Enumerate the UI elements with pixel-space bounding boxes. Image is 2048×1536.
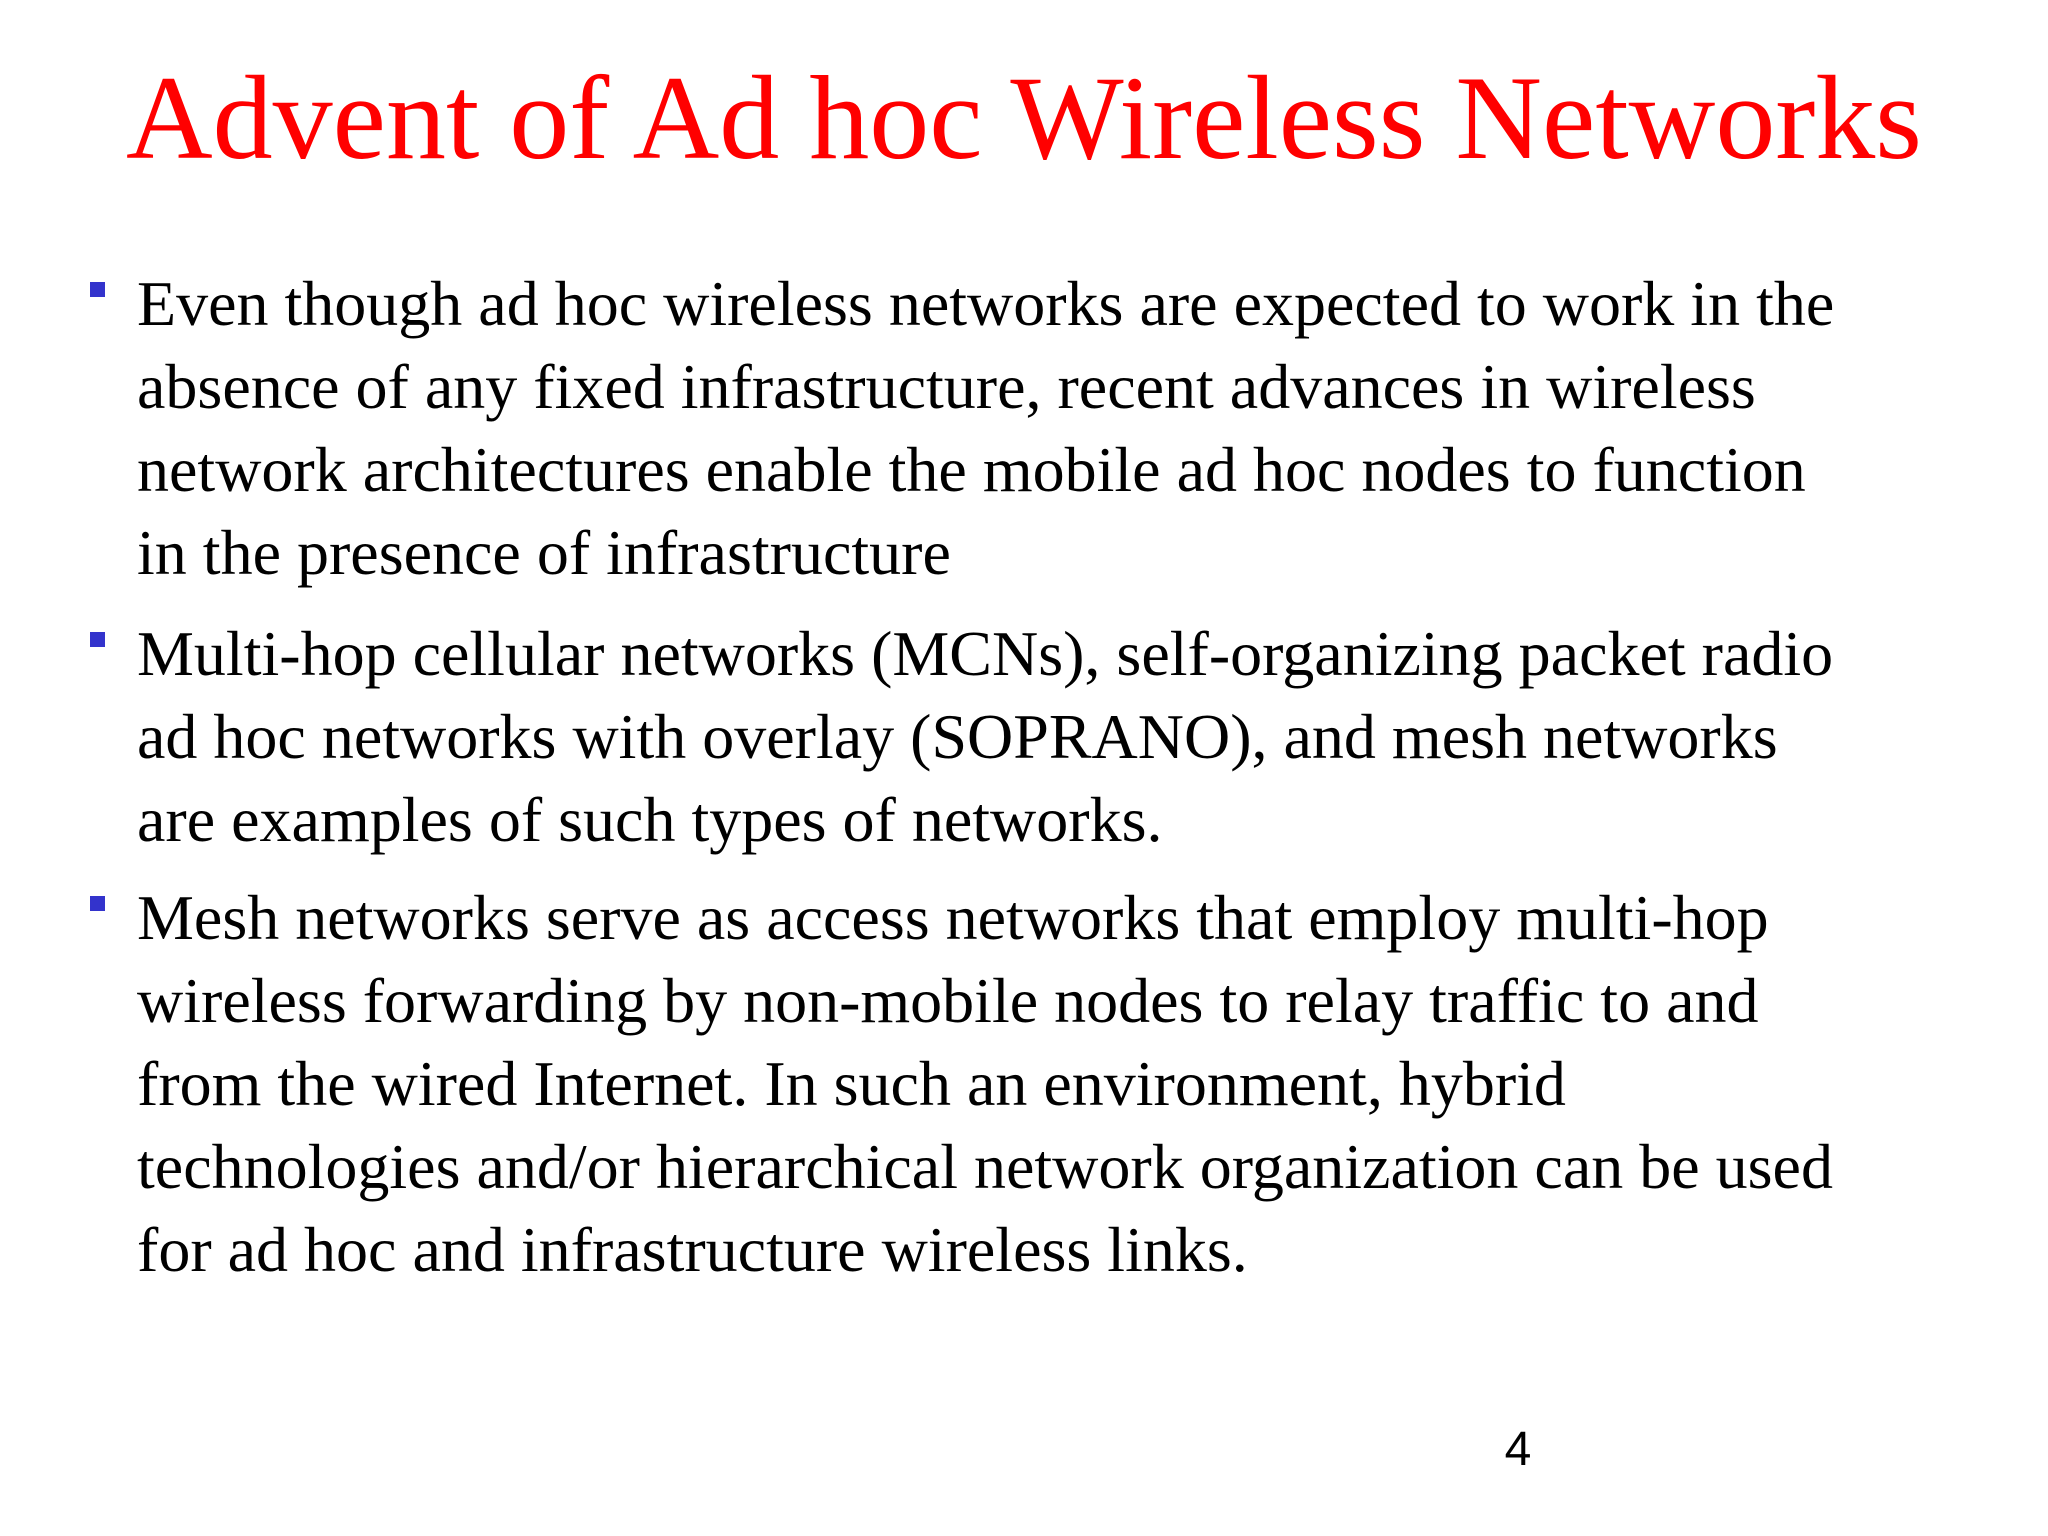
bullet-line: for ad hoc and infrastructure wireless links. xyxy=(137,1214,1248,1285)
bullet-line: ad hoc networks with overlay (SOPRANO), and mesh networks xyxy=(137,701,1778,772)
bullet-line: Mesh networks serve as access networks that employ multi-hop xyxy=(137,882,1769,953)
square-bullet-icon xyxy=(90,896,105,911)
bullet-line: Multi-hop cellular networks (MCNs), self-organizing packet radio xyxy=(137,618,1834,689)
bullet-line: Even though ad hoc wireless networks are expected to work in the xyxy=(137,268,1835,339)
square-bullet-icon xyxy=(90,632,105,647)
slide-title: Advent of Ad hoc Wireless Networks xyxy=(126,51,1922,184)
bullet-text xyxy=(137,876,2017,1291)
bullet-text xyxy=(137,612,2017,861)
square-bullet-icon xyxy=(90,282,105,297)
bullet-line: wireless forwarding by non-mobile nodes to relay traffic to and xyxy=(137,965,1759,1036)
bullet-line: network architectures enable the mobile ad hoc nodes to function xyxy=(137,434,1806,505)
page-number: 4 xyxy=(1504,1423,1532,1476)
bullet-line: absence of any fixed infrastructure, recent advances in wireless xyxy=(137,351,1756,422)
bullet-line: technologies and/or hierarchical network organization can be used xyxy=(137,1131,1833,1202)
bullet-line: are examples of such types of networks. xyxy=(137,784,1163,855)
bullet-text xyxy=(137,262,2017,594)
bullet-line: in the presence of infrastructure xyxy=(137,517,951,588)
bullet-line: from the wired Internet. In such an environment, hybrid xyxy=(137,1048,1566,1119)
